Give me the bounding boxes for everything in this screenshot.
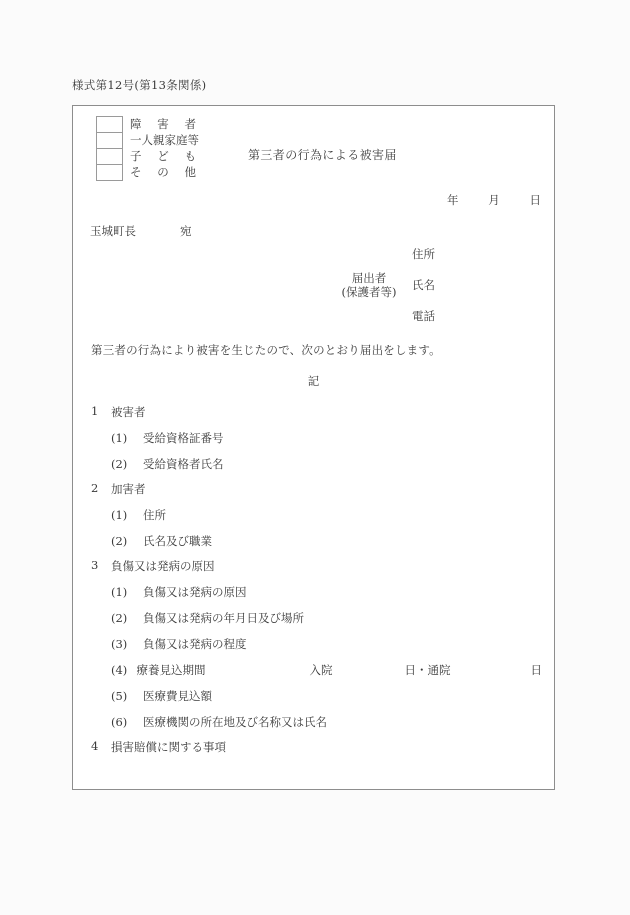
sections-list [91, 404, 542, 765]
spacer-outpatient-value [451, 662, 531, 678]
inpatient-unit-outpatient-label: 日・通院 [404, 663, 451, 677]
submitter-name-label: 氏名 [412, 278, 435, 292]
sub-item-marker: (1) [111, 585, 128, 599]
submitter-fields [412, 246, 435, 324]
addressee-name: 玉城町長 [90, 224, 136, 238]
sub-item-treatment-period [91, 662, 542, 678]
section-victim-title: 被害者 [111, 405, 146, 419]
category-label-single-parent-part3: 等 [187, 133, 199, 147]
sub-item [91, 636, 542, 652]
submitter-label-sub: (保護者等) [341, 285, 397, 299]
sub-item-marker: (1) [111, 508, 128, 522]
category-label-single-parent-part2: 親家庭 [153, 133, 188, 147]
sub-item [91, 533, 542, 549]
section-compensation-number: 4 [91, 739, 99, 753]
sub-item [91, 688, 542, 704]
sub-item-marker: (5) [111, 689, 128, 703]
sub-item-marker: (2) [111, 611, 128, 625]
sub-item [91, 507, 542, 523]
submitter-address-label: 住所 [412, 247, 435, 261]
section-injury-cause [91, 558, 542, 730]
category-label-disabled-part2: 害 [157, 117, 169, 131]
category-label-other-part1: そ [130, 165, 142, 179]
sub-item-marker: (6) [111, 715, 128, 729]
category-label-child [130, 148, 196, 164]
sub-item-marker: (2) [111, 534, 128, 548]
date-year-label: 年 [447, 193, 459, 207]
submitter-label [335, 271, 403, 299]
date-line [447, 192, 541, 208]
category-label-child-part2: ど [157, 149, 169, 163]
section-victim-heading [91, 404, 542, 420]
spacer-inpatient-value [333, 662, 405, 678]
sub-item [91, 456, 542, 472]
category-label-disabled-part3: 者 [184, 117, 196, 131]
sub-item-text: 負傷又は発病の年月日及び場所 [143, 611, 304, 625]
sub-item-text: 医療費見込額 [143, 689, 212, 703]
statement-text: 第三者の行為により被害を生じたので、次のとおり届出をします。 [91, 343, 441, 357]
category-label-single-parent-part1: 一人 [130, 133, 153, 147]
section-perpetrator [91, 481, 542, 549]
outpatient-unit-label: 日 [530, 663, 542, 677]
sub-item [91, 714, 542, 730]
treatment-period-fields [137, 662, 543, 678]
category-checkbox-column [96, 116, 123, 181]
addressee-suffix: 宛 [180, 224, 192, 238]
category-label-other-part2: の [157, 165, 169, 179]
category-label-column [130, 116, 199, 180]
category-selection-block [96, 116, 199, 181]
section-compensation [91, 739, 542, 755]
category-label-child-part1: 子 [130, 149, 142, 163]
section-perpetrator-title: 加害者 [111, 482, 146, 496]
sub-item [91, 430, 542, 446]
sub-item-marker: (3) [111, 637, 128, 651]
sub-item-text: 氏名及び職業 [143, 534, 212, 548]
sub-item-text: 受給資格者氏名 [143, 457, 224, 471]
category-label-single-parent [130, 132, 199, 148]
section-injury-cause-title: 負傷又は発病の原因 [111, 559, 215, 573]
submitter-phone-label: 電話 [412, 309, 435, 323]
sub-item-text: 医療機関の所在地及び名称又は氏名 [143, 715, 327, 729]
category-checkbox-other[interactable] [97, 165, 122, 181]
sub-item [91, 610, 542, 626]
sub-item-marker: (2) [111, 457, 128, 471]
form-frame [72, 105, 555, 790]
ki-marker: 記 [307, 374, 320, 388]
category-label-disabled [130, 116, 196, 132]
category-label-disabled-part1: 障 [130, 117, 142, 131]
section-victim [91, 404, 542, 472]
section-injury-cause-heading [91, 558, 542, 574]
section-compensation-title: 損害賠償に関する事項 [111, 740, 226, 754]
sub-item-marker: (4) [111, 663, 128, 677]
inpatient-label: 入院 [309, 663, 333, 677]
date-day-label: 日 [529, 193, 541, 207]
sub-item-text: 負傷又は発病の原因 [143, 585, 247, 599]
sub-item-text: 受給資格証番号 [143, 431, 224, 445]
sub-item-marker: (1) [111, 431, 128, 445]
spacer-before-inpatient [206, 662, 310, 678]
section-compensation-heading [91, 739, 542, 755]
sub-item [91, 584, 542, 600]
section-perpetrator-number: 2 [91, 481, 99, 495]
sub-item-text: 療養見込期間 [136, 663, 206, 677]
submitter-label-main: 届出者 [351, 271, 387, 285]
sub-item-text: 住所 [143, 508, 166, 522]
section-perpetrator-heading [91, 481, 542, 497]
document-title: 第三者の行為による被害届 [248, 148, 397, 162]
section-victim-number: 1 [91, 404, 99, 418]
category-label-other [130, 164, 196, 180]
form-number: 様式第12号(第13条関係) [72, 78, 207, 92]
category-label-other-part3: 他 [184, 165, 196, 179]
sub-item-text: 負傷又は発病の程度 [143, 637, 247, 651]
submitter-block [335, 246, 435, 324]
category-checkbox-disabled[interactable] [97, 117, 122, 133]
category-checkbox-child[interactable] [97, 149, 122, 165]
section-injury-cause-number: 3 [91, 558, 99, 572]
category-label-child-part3: も [184, 149, 196, 163]
addressee [90, 223, 192, 239]
category-checkbox-single-parent[interactable] [97, 133, 122, 149]
date-month-label: 月 [488, 193, 500, 207]
